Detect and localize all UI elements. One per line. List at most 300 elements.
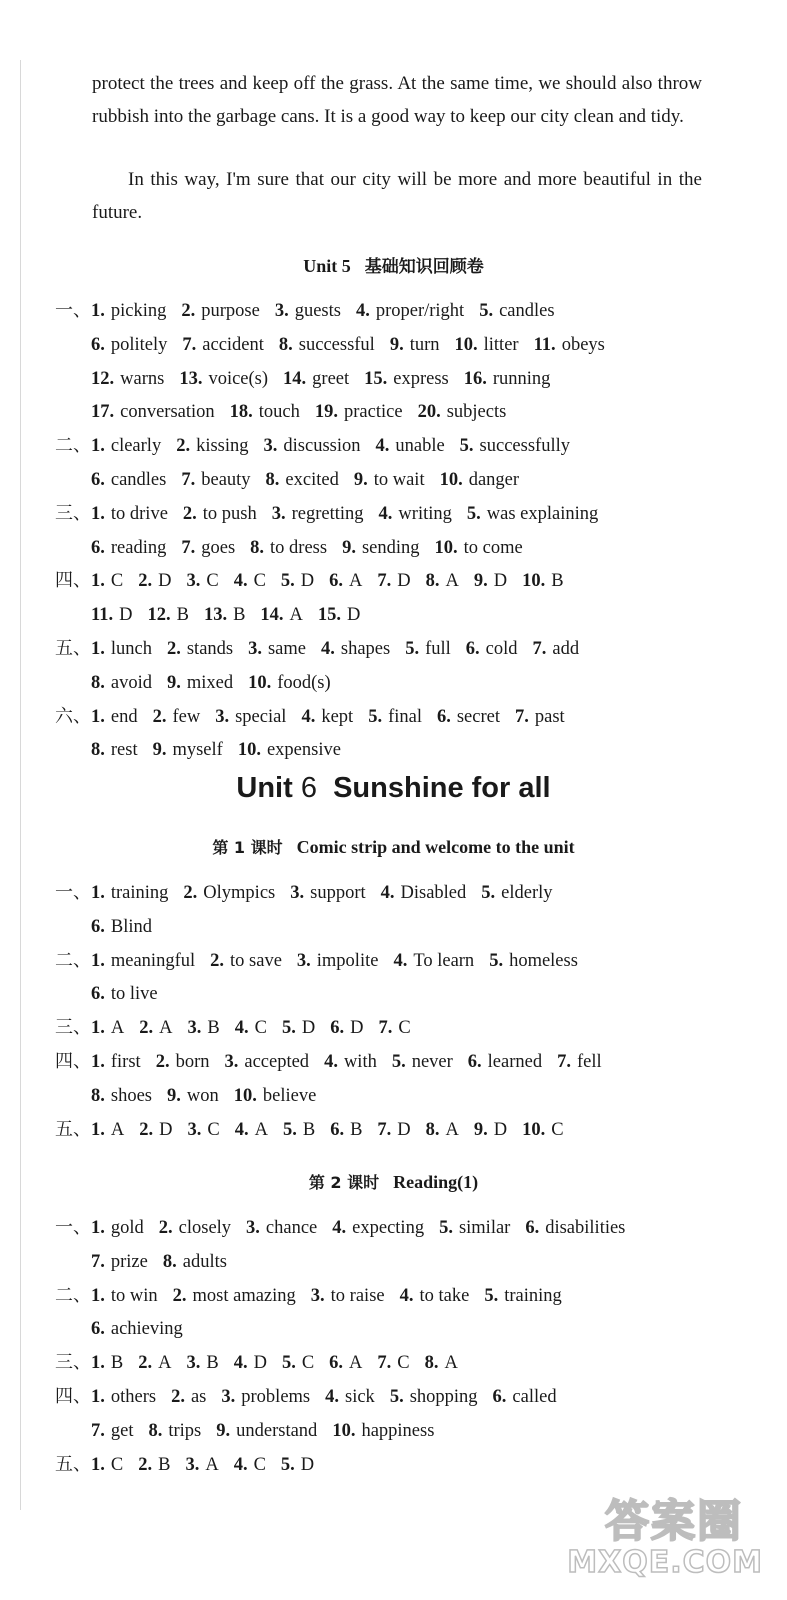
answer-number: 6. [492, 1387, 507, 1407]
answer-text: similar [458, 1218, 511, 1238]
answer-number: 4. [332, 1218, 347, 1238]
answer-text: shoes [110, 1085, 152, 1106]
answer-text: meaningful [110, 950, 196, 971]
answer-number: 16. [463, 368, 487, 389]
answer-item [332, 1421, 434, 1441]
answer-text: gold [110, 1218, 144, 1238]
answer-number: 2. [138, 571, 153, 592]
answer-number: 7. [532, 639, 547, 659]
answer-item [467, 504, 598, 524]
answer-item [167, 639, 233, 659]
answer-number: 1. [91, 1218, 105, 1238]
answer-text: most amazing [192, 1285, 296, 1306]
answer-number: 9. [167, 1085, 181, 1106]
section-marker: 三、 [55, 502, 91, 524]
answer-text: D [253, 1353, 267, 1374]
answer-item [234, 571, 266, 591]
answer-text: to live [110, 984, 158, 1005]
answer-item [181, 470, 250, 490]
answer-item [234, 1353, 267, 1373]
answer-row [55, 1048, 735, 1076]
answer-text: running [492, 368, 551, 389]
answer-item [354, 470, 425, 490]
answer-text: A [444, 1353, 458, 1374]
section-marker: 三、 [55, 1352, 91, 1374]
answer-text: D [493, 1119, 508, 1140]
answer-item [91, 1286, 158, 1306]
answer-text: unable [395, 436, 445, 457]
answer-number: 5. [481, 883, 496, 903]
answer-number: 1. [91, 706, 105, 727]
answer-item [91, 504, 168, 524]
answer-item [183, 504, 257, 524]
answer-text: goes [201, 537, 236, 558]
answer-number: 13. [203, 605, 228, 626]
answer-text: B [110, 1353, 124, 1374]
answer-item [204, 605, 245, 625]
answer-number: 1. [91, 1018, 105, 1039]
answer-text: A [349, 571, 363, 592]
answer-text: chance [265, 1218, 318, 1238]
answer-text: D [347, 605, 361, 626]
answer-item [176, 436, 248, 456]
answer-item [91, 951, 195, 971]
answer-text: A [445, 571, 459, 592]
answer-item [156, 1052, 210, 1072]
answer-item [182, 335, 264, 355]
answer-text: purpose [201, 301, 260, 321]
essay-paragraph-1: protect the trees and keep off the grass. At the same time, we should also throw rubbish into the garbage cans. It is a good way to keep our city clean and tidy. [92, 73, 702, 127]
answer-row [91, 601, 771, 629]
answer-number: 15. [364, 368, 388, 389]
answer-item [329, 571, 362, 591]
answer-item [264, 436, 361, 456]
answer-text: Disabled [400, 883, 467, 903]
answer-text: A [110, 1018, 125, 1039]
answer-row [55, 1116, 735, 1144]
answer-item [91, 1455, 123, 1475]
answer-number: 7. [181, 537, 196, 558]
answer-item [248, 639, 306, 659]
answer-number: 6. [467, 1052, 482, 1072]
answer-number: 7. [377, 571, 392, 592]
answer-item [426, 1120, 459, 1140]
answer-text: expecting [352, 1218, 425, 1238]
answer-text: to save [230, 950, 282, 971]
lesson2-heading-cn: 第 2 课时 [308, 1173, 380, 1192]
answer-text: voice(s) [208, 368, 269, 389]
watermark-logo-text: 答案圈 [605, 1496, 743, 1547]
unit5-review-heading [0, 252, 787, 277]
answer-number: 1. [91, 436, 105, 457]
answer-item [185, 1455, 218, 1475]
answer-number: 1. [91, 639, 105, 659]
answer-row [55, 567, 735, 595]
answer-text: Olympics [203, 883, 276, 903]
answer-number: 14. [283, 368, 307, 389]
answer-item [91, 883, 168, 903]
answer-item [167, 1086, 219, 1106]
answer-text: A [349, 1353, 363, 1374]
answer-number: 4. [375, 436, 390, 457]
answer-number: 1. [91, 1052, 105, 1072]
section-marker: 四、 [55, 1051, 91, 1072]
answer-item [91, 470, 166, 490]
answer-number: 5. [489, 950, 504, 971]
answer-text: A [158, 1353, 172, 1374]
answer-number: 3. [215, 706, 230, 727]
answer-number: 5. [282, 1119, 297, 1140]
answer-number: 10. [522, 571, 546, 592]
answer-item [425, 1353, 458, 1373]
answer-text: stands [186, 639, 234, 659]
answer-number: 5. [391, 1052, 406, 1072]
answer-text: obeys [561, 334, 605, 355]
answer-number: 6. [91, 470, 105, 490]
answer-item [91, 707, 138, 727]
answer-item [91, 1120, 124, 1140]
answer-number: 8. [91, 740, 105, 761]
answer-text: B [176, 605, 189, 626]
answer-number: 2. [210, 950, 225, 971]
answer-item [390, 335, 440, 355]
answer-number: 4. [234, 1018, 249, 1039]
answer-item [91, 335, 167, 355]
answer-item [283, 369, 349, 389]
answer-item [329, 1353, 362, 1373]
answer-text: rest [110, 740, 138, 761]
answer-item [91, 1319, 183, 1339]
answer-text: food(s) [277, 672, 331, 693]
answer-row [91, 1417, 771, 1445]
answer-number: 3. [185, 1454, 200, 1475]
essay-paragraph-2: In this way, I'm sure that our city will be more and more beautiful in the future. [92, 169, 702, 223]
answer-number: 4. [378, 503, 393, 524]
unit5-heading-en: Unit 5 [303, 256, 351, 276]
answer-text: D [300, 571, 315, 592]
answer-number: 4. [325, 1387, 339, 1407]
answer-text: politely [110, 334, 168, 355]
answer-text: born [175, 1052, 210, 1072]
answer-number: 8. [278, 334, 293, 355]
answer-number: 5. [280, 571, 295, 592]
answer-row [55, 703, 735, 731]
answer-number: 7. [377, 1353, 392, 1374]
watermark-logo [567, 1485, 769, 1595]
answer-row [55, 1014, 735, 1042]
answer-text: to wait [373, 470, 425, 490]
section-marker: 四、 [55, 570, 91, 592]
answer-item [91, 1252, 148, 1272]
answer-row [91, 669, 771, 697]
answer-text: trips [168, 1420, 202, 1441]
answer-item [266, 470, 339, 490]
answer-text: to take [419, 1285, 470, 1306]
answer-text: understand [236, 1420, 318, 1441]
answer-text: proper/right [375, 301, 465, 321]
section-marker: 一、 [55, 1217, 91, 1238]
answer-number: 1. [91, 1454, 105, 1475]
answer-text: danger [468, 470, 520, 490]
answer-text: D [350, 1018, 364, 1039]
answer-item [138, 1455, 170, 1475]
answer-number: 3. [187, 1018, 202, 1039]
answer-text: clearly [110, 436, 162, 457]
answer-number: 3. [246, 1218, 260, 1238]
answer-item [557, 1052, 602, 1072]
answer-row [55, 947, 735, 975]
answer-item [437, 707, 500, 727]
answer-item [153, 740, 223, 760]
answer-text: to raise [330, 1285, 385, 1306]
answer-item [246, 1218, 317, 1238]
answer-item [493, 1387, 557, 1407]
answer-number: 3. [248, 639, 262, 659]
answer-text: greet [312, 368, 350, 389]
answer-number: 7. [181, 470, 196, 490]
answer-item [393, 951, 474, 971]
answer-number: 3. [224, 1052, 239, 1072]
answer-number: 7. [514, 706, 529, 727]
answer-text: candles [110, 470, 167, 490]
answer-item [390, 1387, 478, 1407]
answer-item [171, 1387, 206, 1407]
answer-item [91, 571, 123, 591]
answer-number: 6. [525, 1218, 540, 1238]
answer-item [489, 951, 578, 971]
answer-item [173, 1286, 296, 1306]
answer-item [179, 369, 268, 389]
answer-text: D [397, 571, 411, 592]
answer-number: 4. [355, 301, 370, 321]
answer-number: 2. [152, 706, 167, 727]
answer-item [250, 538, 327, 558]
answer-item [153, 707, 201, 727]
answer-number: 6. [330, 1119, 345, 1140]
answer-item [474, 571, 507, 591]
answer-text: candles [499, 301, 555, 321]
answer-text: touch [258, 402, 300, 423]
answer-number: 12. [147, 605, 171, 626]
answer-row [55, 500, 735, 528]
section-marker: 五、 [55, 1453, 91, 1475]
answer-text: To learn [413, 950, 475, 971]
answer-item [260, 605, 303, 625]
answer-text: C [398, 1018, 411, 1039]
answer-item [377, 571, 410, 591]
answer-item [91, 740, 138, 760]
answer-number: 3. [221, 1387, 236, 1407]
answer-number: 6. [465, 639, 480, 659]
answer-item [181, 301, 259, 321]
answer-text: practice [344, 402, 403, 423]
answer-number: 6. [91, 984, 105, 1005]
answer-text: successful [298, 334, 375, 355]
watermark-url: MXQE.COM [567, 1545, 763, 1580]
answer-text: B [206, 1353, 219, 1374]
answer-number: 3. [296, 950, 311, 971]
answer-item [297, 951, 379, 971]
answer-item [381, 883, 467, 903]
answer-number: 7. [378, 1018, 393, 1039]
answer-text: shopping [409, 1387, 478, 1407]
answer-number: 9. [216, 1420, 231, 1441]
answer-item [248, 673, 331, 693]
answer-text: subjects [446, 402, 507, 423]
answer-number: 10. [454, 334, 478, 355]
unit6-title-word: Unit [236, 772, 293, 804]
answer-text: full [425, 639, 451, 659]
answer-item [91, 917, 152, 937]
answer-number: 8. [148, 1420, 163, 1441]
answer-number: 8. [91, 1085, 105, 1106]
answer-text: few [172, 706, 201, 727]
answer-item [400, 1286, 470, 1306]
answer-number: 8. [91, 672, 105, 693]
answer-text: B [551, 571, 564, 592]
answer-item [188, 1018, 220, 1038]
answer-number: 10. [439, 470, 463, 490]
answer-number: 6. [91, 537, 105, 558]
answer-number: 9. [353, 470, 368, 490]
answer-row [55, 1214, 735, 1242]
answer-number: 5. [466, 503, 481, 524]
answer-text: A [289, 605, 303, 626]
answer-item [455, 335, 519, 355]
answer-item [159, 1218, 231, 1238]
answer-text: D [158, 571, 172, 592]
answer-item [230, 402, 300, 422]
lesson1-heading-en: Comic strip and welcome to the unit [296, 837, 575, 857]
answer-item [91, 639, 152, 659]
answer-item [426, 571, 459, 591]
answer-item [210, 951, 282, 971]
answer-item [234, 1455, 266, 1475]
unit6-title-name: Sunshine for all [333, 772, 551, 804]
answer-row [91, 980, 771, 1008]
answer-text: special [235, 706, 287, 727]
answer-item [235, 1120, 268, 1140]
answer-item [181, 538, 235, 558]
answer-item [139, 1120, 172, 1140]
answer-number: 9. [166, 672, 181, 693]
answer-number: 2. [183, 883, 198, 903]
answer-text: impolite [316, 950, 379, 971]
answer-text: to win [110, 1285, 158, 1306]
answer-text: adults [182, 1251, 227, 1272]
answer-item [91, 984, 158, 1004]
answer-item [466, 639, 518, 659]
answer-text: to come [463, 537, 523, 558]
answer-number: 2. [182, 503, 197, 524]
answer-text: C [253, 1454, 266, 1475]
answer-row [91, 398, 771, 426]
answer-number: 4. [324, 1052, 338, 1072]
answer-number: 1. [91, 950, 105, 971]
answer-text: lunch [110, 639, 152, 659]
answer-text: as [190, 1387, 207, 1407]
answer-item [330, 1120, 362, 1140]
answer-number: 9. [473, 571, 488, 592]
answer-number: 6. [436, 706, 451, 727]
answer-number: 2. [171, 1387, 185, 1407]
lesson1-heading-cn: 第 1 课时 [212, 838, 283, 857]
answer-number: 10. [522, 1119, 546, 1140]
answer-text: C [110, 1454, 124, 1475]
answer-number: 5. [439, 1218, 453, 1238]
answer-number: 5. [484, 1285, 499, 1306]
answer-item [91, 402, 215, 422]
answer-text: D [300, 1454, 315, 1475]
answer-text: C [207, 1119, 220, 1140]
answer-item [139, 1018, 172, 1038]
answer-number: 8. [424, 1353, 439, 1374]
answer-text: kept [321, 706, 354, 727]
answer-item [464, 369, 551, 389]
answer-number: 5. [280, 1454, 295, 1475]
answer-text: was explaining [486, 503, 599, 524]
answer-number: 18. [229, 402, 253, 423]
answer-item [439, 1218, 510, 1238]
answer-text: A [254, 1119, 268, 1140]
answer-item [377, 1120, 410, 1140]
answer-number: 17. [91, 402, 115, 423]
lesson2-heading-en: Reading(1) [393, 1172, 479, 1192]
answer-number: 14. [260, 605, 284, 626]
answer-number: 6. [91, 1319, 105, 1340]
answer-text: sending [361, 537, 420, 558]
answer-text: cold [485, 639, 518, 659]
answer-text: C [253, 571, 266, 592]
answer-item [534, 335, 605, 355]
answer-number: 1. [91, 1285, 105, 1306]
answer-item [91, 1353, 123, 1373]
answer-number: 3. [186, 571, 201, 592]
answer-text: first [110, 1052, 141, 1072]
answer-number: 12. [91, 368, 115, 389]
answer-number: 1. [91, 1119, 105, 1140]
answer-text: same [267, 639, 306, 659]
answer-item [138, 1353, 171, 1373]
answer-item [474, 1120, 507, 1140]
answer-row [91, 736, 771, 764]
answer-text: disabilities [545, 1218, 626, 1238]
answer-item [183, 883, 275, 903]
answer-number: 19. [314, 402, 339, 423]
answer-item [330, 1018, 363, 1038]
answer-item [91, 369, 164, 389]
answer-item [481, 883, 552, 903]
answer-text: reading [110, 537, 167, 558]
answer-number: 2. [139, 1119, 154, 1140]
answer-text: with [343, 1052, 377, 1072]
answer-item [418, 402, 507, 422]
answer-text: successfully [479, 436, 570, 457]
answer-item [91, 301, 166, 321]
answer-text: elderly [501, 883, 553, 903]
answer-text: get [110, 1420, 134, 1441]
answer-number: 1. [91, 883, 105, 903]
answer-item [148, 1421, 201, 1441]
answer-number: 5. [459, 436, 474, 457]
answer-item [215, 707, 286, 727]
answer-item [484, 1286, 561, 1306]
answer-number: 5. [281, 1018, 296, 1039]
answer-text: C [254, 1018, 267, 1039]
answer-row [55, 635, 735, 663]
answer-text: A [110, 1119, 125, 1140]
answer-text: B [302, 1119, 316, 1140]
